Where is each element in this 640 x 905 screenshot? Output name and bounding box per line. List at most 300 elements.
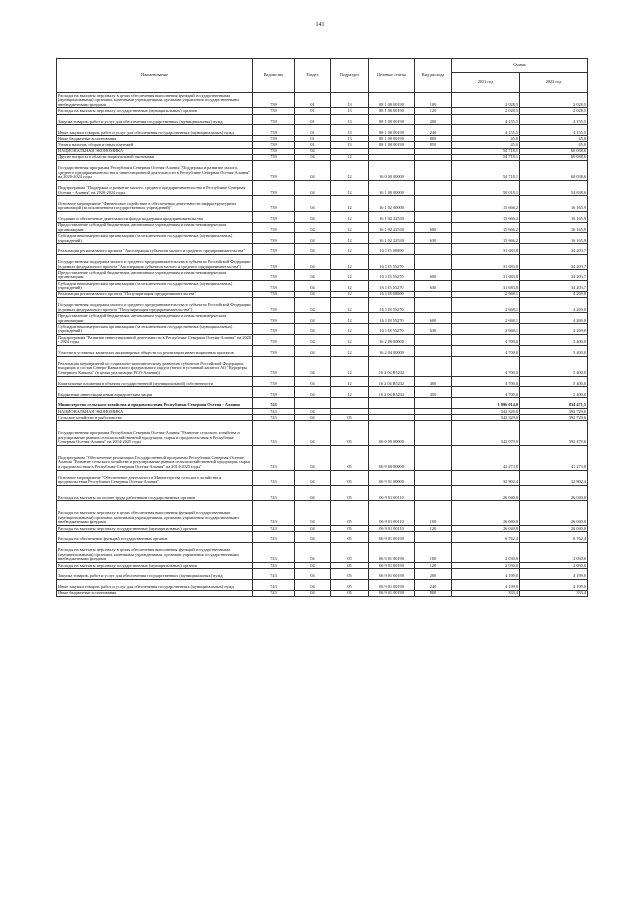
table-row	[57, 542, 588, 562]
row-ved: 739	[253, 108, 295, 114]
row-vr	[415, 485, 452, 500]
row-ved: 739	[253, 254, 295, 269]
row-ved: 739	[253, 211, 295, 222]
table-row	[57, 222, 588, 233]
row-vr: 100	[415, 501, 452, 526]
row-sum-2022: 5 400,0	[520, 345, 588, 356]
row-sum-2022: 4 199,0	[520, 569, 588, 580]
row-sum-2022: 41 273,8	[520, 446, 588, 471]
table-row	[57, 376, 588, 387]
row-vr: 240	[415, 125, 452, 136]
row-name: Расходы на выплаты персоналу государственных (муниципальных) органов	[57, 525, 253, 531]
row-ved: 743	[253, 532, 295, 543]
row-sum-2021: 2 668,1	[452, 313, 520, 324]
row-razdel: 04	[295, 270, 331, 281]
row-ved: 739	[253, 180, 295, 195]
row-cs: 06 9 00 00000	[369, 446, 415, 471]
row-ved: 739	[253, 136, 295, 142]
table-row	[57, 270, 588, 281]
row-razdel: 04	[295, 148, 331, 154]
row-podrazdel: 05	[331, 542, 369, 562]
row-sum-2021: 54 718,1	[452, 154, 520, 160]
row-name: Государственная поддержка малого и среднего предпринимательства в субъектах Российской Федерации (в рамках федерального проекта "Популяризация предпринимательства")	[57, 298, 253, 313]
row-cs: 06 9 01 00110	[369, 501, 415, 526]
row-sum-2022: 592 729,6	[520, 415, 588, 421]
row-razdel: 04	[295, 335, 331, 346]
row-ved: 743	[253, 590, 295, 596]
row-razdel: 04	[295, 298, 331, 313]
row-name: Подпрограмма "Развитие инвестиционной деятельности в Республике Северная Осетия-Алания" на 2020 - 2024 годы	[58, 334, 251, 345]
row-sum-2022: 5 400,0	[520, 387, 588, 398]
row-sum-2022: 26 040,0	[520, 525, 588, 531]
row-podrazdel: 12	[331, 335, 369, 346]
row-sum-2022: 4 155,5	[520, 125, 588, 136]
row-name: Субсидии некоммерческим организациям (за исключением государственных (муниципальных) учреждений)	[57, 281, 253, 292]
row-vr	[415, 345, 452, 356]
row-vr: 630	[415, 324, 452, 335]
row-cs: 16 2 04 R5232	[369, 376, 415, 387]
table-row	[57, 160, 588, 180]
row-sum-2022: 60 038,6	[520, 160, 588, 180]
row-sum-2022: 34 203,7	[520, 270, 588, 281]
row-cs: 16 0 00 00000	[369, 160, 415, 180]
row-cs: 16 1 02 22530	[369, 233, 415, 244]
row-podrazdel: 05	[331, 569, 369, 580]
row-cs: 16 1 I5 55270	[369, 281, 415, 292]
row-cs: 16 1 02 00000	[369, 196, 415, 211]
row-vr: 400	[415, 376, 452, 387]
row-podrazdel: 05	[331, 525, 369, 531]
table-row	[57, 446, 588, 471]
row-sum-2022: 60 038,6	[520, 154, 588, 160]
row-ved: 739	[253, 196, 295, 211]
table-body	[57, 93, 588, 597]
row-ved: 743	[253, 485, 295, 500]
row-razdel: 04	[295, 244, 331, 255]
row-cs: 88 1 00 00190	[369, 108, 415, 114]
row-sum-2021: 31 683,8	[452, 281, 520, 292]
row-ved: 743	[253, 421, 295, 446]
row-cs: 06 9 01 00190	[369, 569, 415, 580]
row-name: НАЦИОНАЛЬНАЯ ЭКОНОМИКА	[57, 409, 253, 415]
row-podrazdel: 13	[331, 114, 369, 125]
row-cs: 16 2 04 R5232	[369, 356, 415, 376]
row-sum-2022: 2 030,0	[520, 542, 588, 562]
row-razdel: 04	[295, 233, 331, 244]
row-sum-2021: 4 700,0	[452, 335, 520, 346]
row-ved: 739	[253, 298, 295, 313]
row-name: Государственная программа Республики Северная Осетия-Алания "Развитие сельского хозяйства и регулирование рынков сельскохозяйственной продукции, сырья и продовольствия в Республике Северная Осетия-Алания" на 2014-2025 годы	[57, 421, 253, 446]
row-sum-2022: 26 040,0	[520, 501, 588, 526]
row-sum-2021: 6 762,4	[452, 532, 520, 543]
row-cs: 88 1 00 00190	[369, 136, 415, 142]
table-row	[57, 579, 588, 590]
table-row	[57, 180, 588, 195]
row-ved: 739	[253, 93, 295, 108]
row-razdel: 04	[295, 254, 331, 269]
row-podrazdel: 05	[331, 532, 369, 543]
row-ved: 743	[253, 415, 295, 421]
row-ved: 739	[253, 233, 295, 244]
row-name: Расходы на выплаты персоналу в целях обеспечения выполнения функций государственными (муниципальными) органами, казенными учреждениями, органами управления государственными внебюджетными фондами	[57, 93, 253, 108]
row-sum-2021: 2 028,5	[452, 93, 520, 108]
row-podrazdel: 12	[331, 291, 369, 297]
row-sum-2021: 42 273,8	[452, 446, 520, 471]
row-vr: 120	[415, 562, 452, 568]
row-cs: 16 1 I8 55270	[369, 324, 415, 335]
row-sum-2021: 4 155,5	[452, 114, 520, 125]
table-row	[57, 485, 588, 500]
row-sum-2022: 16 165,9	[520, 196, 588, 211]
row-cs: 06 9 01 00110	[369, 485, 415, 500]
row-podrazdel: 05	[331, 470, 369, 485]
row-sum-2021: 2 030,0	[452, 562, 520, 568]
row-cs: 16 1 I5 00000	[369, 244, 415, 255]
row-razdel: 04	[295, 154, 331, 160]
row-podrazdel: 12	[331, 180, 369, 195]
row-name: Расходы на обеспечение функций государственных органов	[57, 532, 253, 543]
row-razdel	[295, 398, 331, 409]
row-name: НАЦИОНАЛЬНАЯ ЭКОНОМИКА	[57, 148, 253, 154]
row-ved: 743	[253, 501, 295, 526]
row-podrazdel: 12	[331, 154, 369, 160]
row-sum-2022: 333,4	[520, 590, 588, 596]
row-name: Бюджетные инвестиции иным юридическим лицам	[57, 387, 253, 398]
row-sum-2022: 16 165,9	[520, 233, 588, 244]
row-razdel: 04	[295, 415, 331, 421]
row-name: Другие вопросы в области национальной экономики	[57, 154, 253, 160]
row-name: Расходы на выплаты персоналу в целях обеспечения выполнения функций государственными (муниципальными) органами, казенными учреждениями, органами управления государственными внебюджетными фондами	[57, 501, 253, 526]
row-sum-2022: 4 155,5	[520, 114, 588, 125]
row-ved: 743	[253, 542, 295, 562]
row-razdel: 04	[295, 579, 331, 590]
row-sum-2022: 26 040,0	[520, 485, 588, 500]
row-sum-2021: 45,0	[452, 136, 520, 142]
row-ved: 739	[253, 222, 295, 233]
row-sum-2021: 26 040,0	[452, 485, 520, 500]
row-vr: 100	[415, 93, 452, 108]
row-name: Основное мероприятие "Финансовое содействие в обеспечении деятельности инфраструктурных организаций (за исключением государственных учреждений)"	[57, 196, 253, 211]
row-sum-2022: 2 030,0	[520, 562, 588, 568]
table-row	[57, 298, 588, 313]
row-cs: 06 9 01 00000	[369, 470, 415, 485]
row-podrazdel: 12	[331, 356, 369, 376]
row-razdel: 01	[295, 136, 331, 142]
row-razdel: 04	[295, 485, 331, 500]
row-vr	[415, 298, 452, 313]
row-razdel: 04	[295, 345, 331, 356]
row-vr	[415, 180, 452, 195]
row-vr: 120	[415, 108, 452, 114]
row-sum-2022: 34 203,7	[520, 244, 588, 255]
row-razdel: 01	[295, 125, 331, 136]
row-name: Основное мероприятие "Обеспечение деятельности Министерства сельского хозяйства и продовольствия Республики Северная Осетия-Алания"	[57, 470, 253, 485]
table-row	[57, 345, 588, 356]
row-sum-2022: 45,0	[520, 136, 588, 142]
row-ved: 739	[253, 114, 295, 125]
row-vr: 100	[415, 542, 452, 562]
table-row	[57, 281, 588, 292]
row-razdel: 04	[295, 542, 331, 562]
row-podrazdel: 12	[331, 222, 369, 233]
row-razdel: 01	[295, 93, 331, 108]
row-name: Реализация регионального проекта "Акселерация субъектов малого и среднего предпринимательства"	[57, 244, 253, 255]
table-row	[57, 356, 588, 376]
row-sum-2021: 31 683,8	[452, 244, 520, 255]
row-podrazdel: 05	[331, 590, 369, 596]
row-podrazdel: 12	[331, 233, 369, 244]
row-podrazdel: 12	[331, 160, 369, 180]
header-vr: Вид расхода	[415, 59, 452, 93]
row-vr: 800	[415, 136, 452, 142]
row-name: Участие в уставных капиталах акционерных обществ по реализации инвестиционных проектов	[57, 345, 253, 356]
row-cs: 16 1 I8 00000	[369, 291, 415, 297]
row-name: Расходы на выплаты персоналу государственных (муниципальных) органов	[57, 108, 253, 114]
row-sum-2021: 15 666,2	[452, 222, 520, 233]
row-sum-2021: 31 683,8	[452, 270, 520, 281]
table-row	[57, 569, 588, 580]
row-podrazdel: 05	[331, 415, 369, 421]
row-cs: 06 9 01 00190	[369, 579, 415, 590]
row-razdel: 04	[295, 196, 331, 211]
row-name: Предоставление субсидий бюджетным, автономным учреждениям и иным некоммерческим организациям	[57, 313, 253, 324]
row-name: Субсидии некоммерческим организациям (за исключением государственных (муниципальных) учреждений)	[57, 324, 253, 335]
row-razdel: 04	[295, 281, 331, 292]
row-vr	[415, 421, 452, 446]
row-sum-2022: 5 400,0	[520, 335, 588, 346]
row-ved: 739	[253, 345, 295, 356]
row-sum-2022: 60 038,6	[520, 148, 588, 154]
row-podrazdel: 05	[331, 562, 369, 568]
row-name: Расходы на выплаты персоналу государственных (муниципальных) органов	[57, 562, 253, 568]
row-sum-2022: 32 802,4	[520, 470, 588, 485]
row-podrazdel: 12	[331, 313, 369, 324]
row-name: Субсидии некоммерческим организациям (за исключением государственных (муниципальных) учреждений)	[57, 233, 253, 244]
table-row	[57, 387, 588, 398]
row-vr: 120	[415, 525, 452, 531]
row-cs: 06 9 01 00110	[369, 525, 415, 531]
row-vr: 600	[415, 270, 452, 281]
row-sum-2022: 54 638,6	[520, 180, 588, 195]
header-ved: Ведомство	[253, 59, 295, 93]
row-name: Реализация мероприятий по социально-экономическому развитию субъектов Российской Федерации, входящих в состав Северо-Кавказского федерального округа (взнос в уставный капитал АО "Курортры Северного Кавказа" (в целях реализации РСО-Алания))	[57, 356, 253, 376]
row-sum-2021: 54 718,1	[452, 160, 520, 180]
row-cs: 06 0 00 00000	[369, 421, 415, 446]
row-sum-2022: 4 199,0	[520, 579, 588, 590]
row-ved: 739	[253, 324, 295, 335]
row-vr: 850	[415, 142, 452, 148]
row-vr	[415, 335, 452, 346]
row-name: Расходы на выплаты персоналу в целях обеспечения выполнения функций государственными (муниципальными) органами, казенными учреждениями, органами управления государственными внебюджетными фондами	[57, 542, 253, 562]
row-sum-2022: 16 165,9	[520, 222, 588, 233]
table-row	[57, 244, 588, 255]
row-razdel: 04	[295, 470, 331, 485]
table-row	[57, 335, 588, 346]
table-row	[57, 590, 588, 596]
row-podrazdel: 12	[331, 254, 369, 269]
row-ved: 743	[253, 562, 295, 568]
row-name: Уплата налогов, сборов и иных платежей	[57, 142, 253, 148]
row-vr: 800	[415, 590, 452, 596]
row-cs: 88 1 00 00190	[369, 93, 415, 108]
row-razdel: 04	[295, 409, 331, 415]
header-year-2022: 2022 год	[520, 73, 588, 93]
row-sum-2021: 15 666,2	[452, 211, 520, 222]
row-ved: 739	[253, 387, 295, 398]
row-ved: 739	[253, 281, 295, 292]
header-podrazdel: Подраздел	[331, 59, 369, 93]
row-razdel: 04	[295, 501, 331, 526]
row-ved: 739	[253, 148, 295, 154]
row-podrazdel: 12	[331, 387, 369, 398]
row-podrazdel: 05	[331, 485, 369, 500]
row-sum-2021: 2 668,1	[452, 298, 520, 313]
row-sum-2021: 50 018,1	[452, 180, 520, 195]
table-row	[57, 398, 588, 409]
row-razdel: 04	[295, 160, 331, 180]
row-sum-2022: 34 203,7	[520, 254, 588, 269]
row-name: Закупка товаров, работ и услуг для обеспечения государственных (муниципальных) нужд	[57, 114, 253, 125]
row-razdel: 04	[295, 180, 331, 195]
row-ved: 739	[253, 244, 295, 255]
row-sum-2022: 4 269,0	[520, 324, 588, 335]
row-sum-2022: 34 203,7	[520, 281, 588, 292]
row-ved: 739	[253, 125, 295, 136]
row-ved: 739	[253, 142, 295, 148]
row-ved: 739	[253, 154, 295, 160]
row-podrazdel: 12	[331, 281, 369, 292]
row-cs: 16 1 02 22530	[369, 222, 415, 233]
row-ved: 739	[253, 160, 295, 180]
row-podrazdel: 12	[331, 244, 369, 255]
row-podrazdel: 05	[331, 501, 369, 526]
row-vr	[415, 470, 452, 485]
row-sum-2022: 5 400,0	[520, 376, 588, 387]
row-sum-2021: 26 040,0	[452, 501, 520, 526]
row-podrazdel: 12	[331, 211, 369, 222]
row-sum-2021: 4 700,0	[452, 376, 520, 387]
row-sum-2021: 54 718,1	[452, 148, 520, 154]
row-razdel: 04	[295, 376, 331, 387]
row-cs	[369, 398, 415, 409]
row-ved: 743	[253, 569, 295, 580]
row-name: Сельское хозяйство и рыболовство	[57, 415, 253, 421]
row-name: Капитальные вложения в объекты государственной (муниципальной) собственности	[57, 376, 253, 387]
row-podrazdel: 13	[331, 136, 369, 142]
table-row	[57, 233, 588, 244]
row-sum-2021: 4 700,0	[452, 387, 520, 398]
row-razdel: 04	[295, 590, 331, 596]
row-sum-2022: 45,0	[520, 142, 588, 148]
table-row	[57, 93, 588, 108]
row-name: Министерство сельского хозяйства и продовольствия Республики Северная Осетия - Алания	[57, 398, 253, 409]
row-cs: 88 1 00 00190	[369, 142, 415, 148]
header-razdel: Раздел	[295, 59, 331, 93]
row-razdel: 04	[295, 532, 331, 543]
row-name: Предоставление субсидий бюджетным, автономным учреждениям и иным некоммерческим организациям	[57, 270, 253, 281]
header-cs: Целевые статьи	[369, 59, 415, 93]
row-vr	[415, 196, 452, 211]
row-ved: 743	[253, 446, 295, 471]
row-cs: 88 1 00 00190	[369, 125, 415, 136]
row-sum-2021: 4 155,5	[452, 125, 520, 136]
table-row	[57, 470, 588, 485]
row-cs: 88 1 00 00190	[369, 114, 415, 125]
row-sum-2022: 592 479,6	[520, 421, 588, 446]
row-ved: 743	[253, 525, 295, 531]
row-cs: 16 1 I8 55270	[369, 313, 415, 324]
row-vr: 200	[415, 569, 452, 580]
row-sum-2021: 4 700,0	[452, 356, 520, 376]
table-row	[57, 501, 588, 526]
row-podrazdel: 13	[331, 93, 369, 108]
table-row	[57, 114, 588, 125]
row-podrazdel: 12	[331, 376, 369, 387]
row-razdel: 01	[295, 108, 331, 114]
row-podrazdel: 13	[331, 142, 369, 148]
row-vr	[415, 160, 452, 180]
row-sum-2021: 15 666,2	[452, 196, 520, 211]
header-name: Наименование	[57, 59, 253, 93]
row-podrazdel: 12	[331, 324, 369, 335]
table-row	[57, 532, 588, 543]
header-year-2021: 2021 год	[452, 73, 520, 93]
row-vr: 630	[415, 281, 452, 292]
row-podrazdel: 05	[331, 421, 369, 446]
row-podrazdel	[331, 398, 369, 409]
row-cs: 06 9 01 00190	[369, 562, 415, 568]
row-vr: 450	[415, 387, 452, 398]
table-row	[57, 313, 588, 324]
row-podrazdel: 13	[331, 125, 369, 136]
row-sum-2021: 15 666,2	[452, 233, 520, 244]
row-vr: 630	[415, 233, 452, 244]
table-row	[57, 254, 588, 269]
row-vr	[415, 446, 452, 471]
row-name: Закупка товаров, работ и услуг для обеспечения государственных (муниципальных) нужд	[57, 569, 253, 580]
row-razdel: 04	[295, 387, 331, 398]
row-ved: 739	[253, 270, 295, 281]
row-sum-2021: 2 668,1	[452, 324, 520, 335]
row-razdel: 01	[295, 142, 331, 148]
row-sum-2021: 45,0	[452, 142, 520, 148]
row-podrazdel: 12	[331, 196, 369, 211]
row-name: Иные закупки товаров, работ и услуг для обеспечения государственных (муниципальных) нужд	[57, 125, 253, 136]
row-razdel: 01	[295, 114, 331, 125]
row-vr	[415, 398, 452, 409]
row-podrazdel: 12	[331, 298, 369, 313]
row-sum-2022: 4 269,0	[520, 298, 588, 313]
row-sum-2021: 26 040,0	[452, 525, 520, 531]
row-name: Иные бюджетные ассигнования	[57, 136, 253, 142]
row-vr: 200	[415, 114, 452, 125]
row-name: Подпрограмма "Обеспечение реализации Государственной программы Республики Северная Осетия-Алания "Развитие сельского хозяйства и регулирование рынков сельскохозяйственной продукции, сырья и продовольствия в Республике Северная Осетия-Алания" на 2014-2025 годы"	[57, 446, 253, 471]
row-cs: 16 1 I8 55270	[369, 298, 415, 313]
row-podrazdel: 13	[331, 108, 369, 114]
table-row	[57, 421, 588, 446]
row-cs: 06 9 01 00190	[369, 542, 415, 562]
page-number: 141	[315, 22, 325, 28]
row-sum-2021: 4 700,0	[452, 345, 520, 356]
row-cs: 16 2 04 00000	[369, 345, 415, 356]
row-razdel: 04	[295, 421, 331, 446]
budget-table	[56, 58, 588, 597]
row-sum-2021: 2 030,0	[452, 542, 520, 562]
row-ved: 739	[253, 335, 295, 346]
row-razdel: 04	[295, 569, 331, 580]
table-row	[57, 211, 588, 222]
row-razdel: 04	[295, 291, 331, 297]
